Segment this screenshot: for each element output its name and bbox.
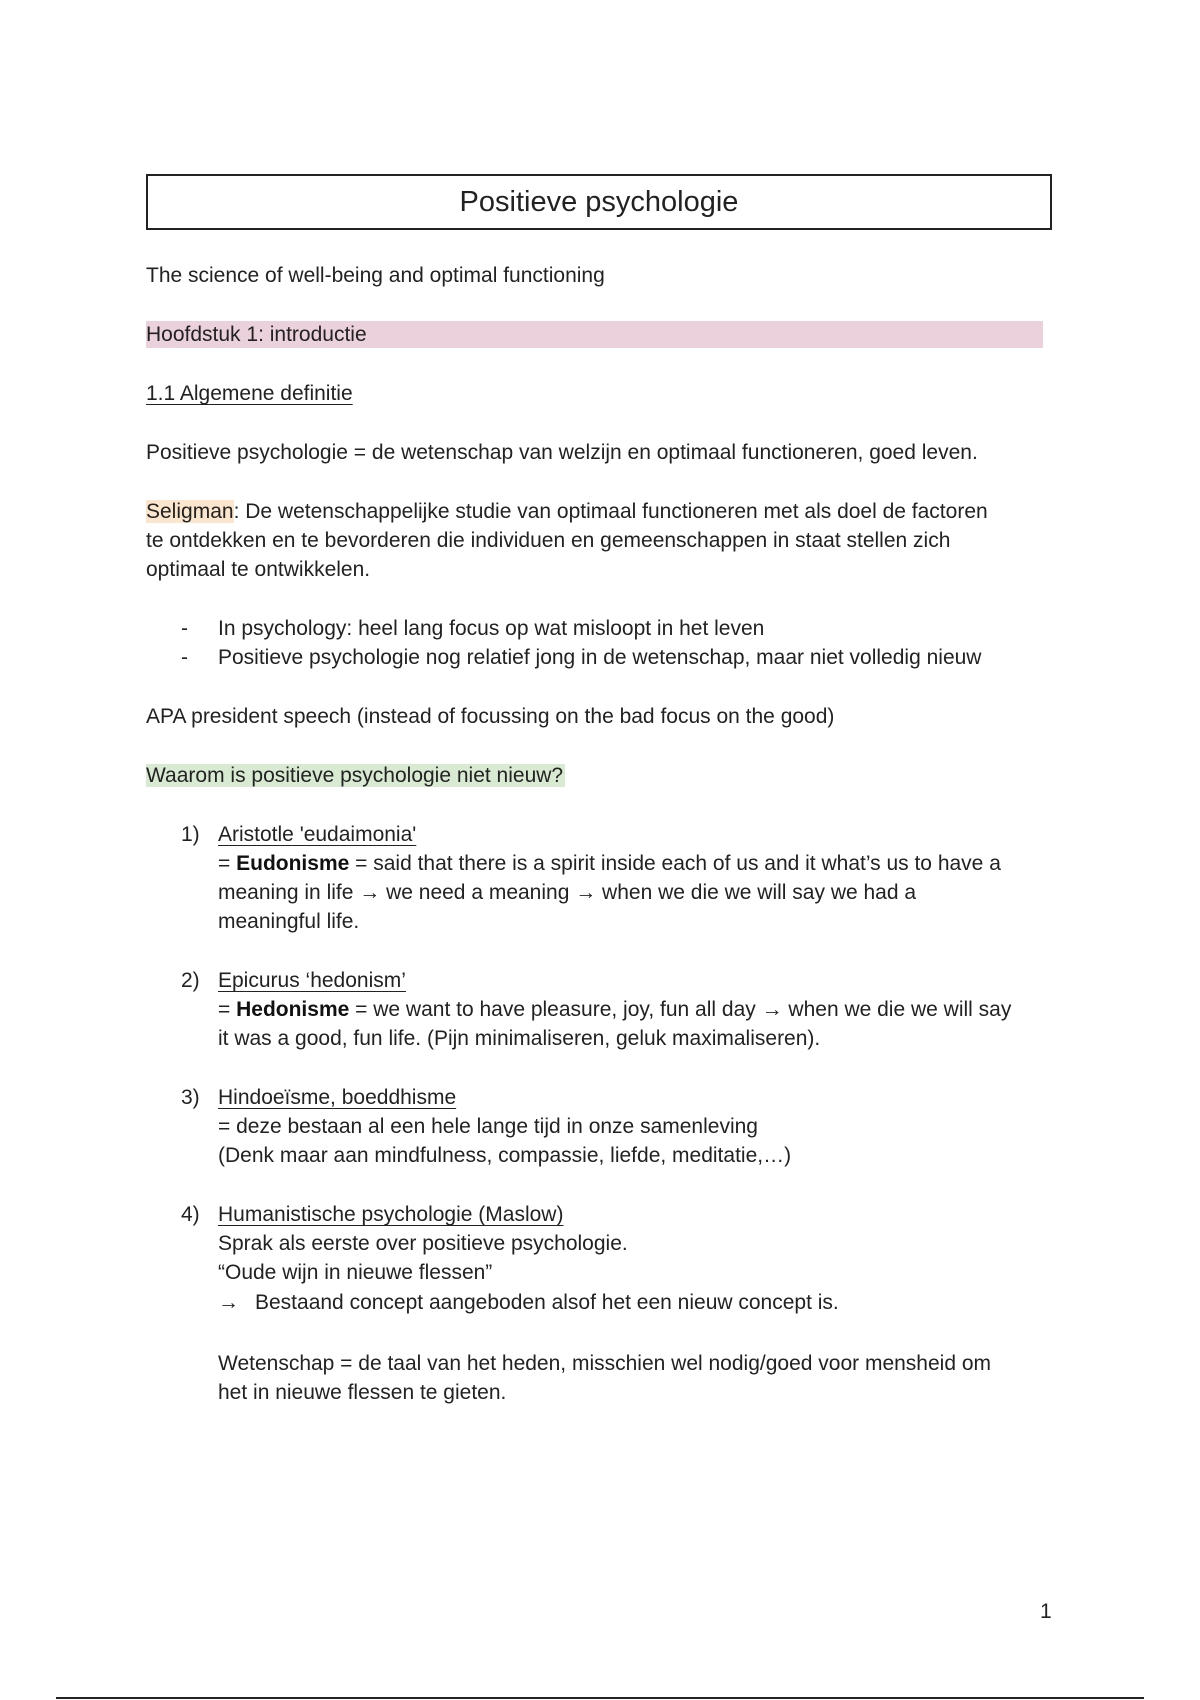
definition-text: Positieve psychologie = de wetenschap van welzijn en optimaal functioneren, goed leven.	[146, 441, 978, 464]
item-line: Wetenschap = de taal van het heden, misschien wel nodig/goed voor mensheid om	[218, 1352, 992, 1375]
bullet-dash: -	[181, 617, 188, 640]
seligman-line-2: te ontdekken en te bevorderen die individuen en gemeenschappen in staat stellen zich	[146, 529, 951, 552]
item-heading: Humanistische psychologie (Maslow)	[218, 1203, 564, 1226]
item-text: Bestaand concept aangeboden alsof het een nieuw concept is.	[255, 1291, 839, 1314]
item-term: Hedonisme	[236, 998, 350, 1021]
item-line: Sprak als eerste over positieve psychologie.	[218, 1232, 628, 1255]
chapter-heading: Hoofdstuk 1: introductie	[146, 323, 367, 346]
apa-text: APA president speech (instead of focussing on the bad focus on the good)	[146, 705, 835, 728]
page-number: 1	[1040, 1600, 1052, 1623]
item-line: meaning in life → we need a meaning → when we die we will say we had a	[218, 881, 917, 904]
question-line	[146, 761, 565, 790]
item-number: 3)	[181, 1086, 200, 1109]
question-heading: Waarom is positieve psychologie niet nieuw?	[146, 764, 564, 787]
item-line: het in nieuwe flessen te gieten.	[218, 1381, 507, 1404]
item-number: 2)	[181, 969, 200, 992]
item-arrow-line	[218, 1288, 839, 1317]
document-title: Positieve psychologie	[146, 174, 1052, 230]
seligman-text: : De wetenschappelijke studie van optimaal functioneren met als doel de factoren	[233, 500, 988, 523]
bullet-text: Positieve psychologie nog relatief jong in de wetenschap, maar niet volledig nieuw	[218, 646, 982, 669]
item-line	[218, 849, 1001, 878]
item-prefix: =	[218, 998, 237, 1021]
section-heading: 1.1 Algemene definitie	[146, 382, 353, 405]
item-number: 4)	[181, 1203, 200, 1226]
item-prefix: =	[218, 852, 237, 875]
item-line: “Oude wijn in nieuwe flessen”	[218, 1261, 493, 1284]
page-bottom-rule	[56, 1697, 1144, 1699]
item-text: = we want to have pleasure, joy, fun all day → when we die we will say	[349, 998, 1012, 1021]
item-heading: Hindoeïsme, boeddhisme	[218, 1086, 457, 1109]
item-term: Eudonisme	[236, 852, 350, 875]
seligman-line-3: optimaal te ontwikkelen.	[146, 558, 371, 581]
item-heading: Aristotle 'eudaimonia'	[218, 823, 417, 846]
bullet-dash: -	[181, 646, 188, 669]
seligman-name: Seligman	[146, 500, 234, 523]
item-line	[218, 995, 1011, 1024]
bullet-text: In psychology: heel lang focus op wat misloopt in het leven	[218, 617, 765, 640]
item-line: = deze bestaan al een hele lange tijd in onze samenleving	[218, 1115, 758, 1138]
item-line: it was a good, fun life. (Pijn minimaliseren, geluk maximaliseren).	[218, 1027, 821, 1050]
item-line: (Denk maar aan mindfulness, compassie, liefde, meditatie,…)	[218, 1144, 792, 1167]
item-text: = said that there is a spirit inside each of us and it what’s us to have a	[349, 852, 1001, 875]
item-number: 1)	[181, 823, 200, 846]
seligman-line-1	[146, 497, 988, 526]
item-heading: Epicurus ‘hedonism’	[218, 969, 406, 992]
subtitle: The science of well-being and optimal functioning	[146, 264, 605, 287]
item-line: meaningful life.	[218, 910, 360, 933]
arrow-icon: →	[218, 1291, 239, 1314]
